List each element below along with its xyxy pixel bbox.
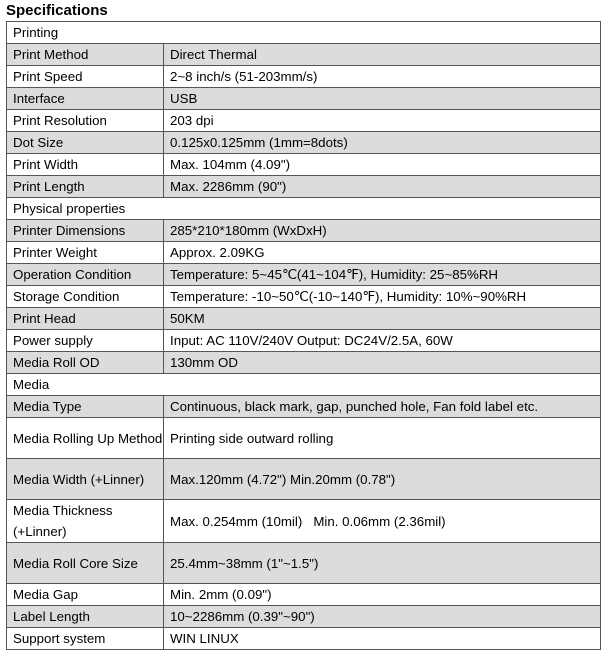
section-header: Printing: [7, 22, 601, 44]
spec-label: Media Gap: [7, 584, 164, 606]
spec-row: [7, 352, 601, 374]
spec-label: Print Method: [7, 44, 164, 66]
spec-label: Label Length: [7, 606, 164, 628]
section-row: [7, 22, 601, 44]
spec-label: Media Roll OD: [7, 352, 164, 374]
spec-label: Print Resolution: [7, 110, 164, 132]
spec-label: Print Length: [7, 176, 164, 198]
spec-label: Power supply: [7, 330, 164, 352]
spec-row: [7, 242, 601, 264]
spec-row: [7, 308, 601, 330]
spec-value: 0.125x0.125mm (1mm=8dots): [164, 132, 601, 154]
spec-label: Media Rolling Up Method: [7, 418, 164, 459]
spec-row: [7, 44, 601, 66]
spec-row: [7, 459, 601, 500]
spec-row: [7, 330, 601, 352]
spec-value: Continuous, black mark, gap, punched hole, Fan fold label etc.: [164, 396, 601, 418]
spec-row: [7, 154, 601, 176]
spec-label: Media Thickness (+Linner): [7, 500, 164, 543]
spec-label: Printer Weight: [7, 242, 164, 264]
spec-row: [7, 220, 601, 242]
spec-row: [7, 66, 601, 88]
spec-value: Temperature: 5~45℃(41~104℉), Humidity: 25~85%RH: [164, 264, 601, 286]
spec-value: Printing side outward rolling: [164, 418, 601, 459]
spec-row: [7, 500, 601, 543]
section-header: Physical properties: [7, 198, 601, 220]
spec-row: [7, 286, 601, 308]
page-title: Specifications: [6, 2, 108, 19]
spec-row: [7, 110, 601, 132]
specifications-table: [6, 21, 601, 650]
spec-label: Dot Size: [7, 132, 164, 154]
spec-row: [7, 418, 601, 459]
spec-value: 130mm OD: [164, 352, 601, 374]
spec-label: Print Head: [7, 308, 164, 330]
spec-value: 203 dpi: [164, 110, 601, 132]
section-row: [7, 198, 601, 220]
spec-value: Min. 2mm (0.09"): [164, 584, 601, 606]
spec-value: 50KM: [164, 308, 601, 330]
spec-row: [7, 176, 601, 198]
section-row: [7, 374, 601, 396]
spec-value: Approx. 2.09KG: [164, 242, 601, 264]
spec-value: WIN LINUX: [164, 628, 601, 650]
spec-row: [7, 606, 601, 628]
spec-value: USB: [164, 88, 601, 110]
section-header: Media: [7, 374, 601, 396]
spec-row: [7, 132, 601, 154]
spec-row: [7, 264, 601, 286]
spec-label: Printer Dimensions: [7, 220, 164, 242]
spec-label: Operation Condition: [7, 264, 164, 286]
spec-value: Direct Thermal: [164, 44, 601, 66]
spec-row: [7, 584, 601, 606]
spec-label: Support system: [7, 628, 164, 650]
spec-value: 285*210*180mm (WxDxH): [164, 220, 601, 242]
spec-value: Max. 0.254mm (10mil) Min. 0.06mm (2.36mil): [164, 500, 601, 543]
spec-value: 25.4mm~38mm (1"~1.5"): [164, 543, 601, 584]
spec-value: Max.120mm (4.72") Min.20mm (0.78"): [164, 459, 601, 500]
spec-value: Input: AC 110V/240V Output: DC24V/2.5A, 60W: [164, 330, 601, 352]
spec-label: Storage Condition: [7, 286, 164, 308]
spec-row: [7, 543, 601, 584]
spec-value: Max. 104mm (4.09"): [164, 154, 601, 176]
spec-label: Media Width (+Linner): [7, 459, 164, 500]
spec-row: [7, 396, 601, 418]
spec-label: Interface: [7, 88, 164, 110]
spec-label: Media Roll Core Size: [7, 543, 164, 584]
spec-row: [7, 628, 601, 650]
spec-label: Media Type: [7, 396, 164, 418]
spec-label: Print Speed: [7, 66, 164, 88]
spec-value: Max. 2286mm (90"): [164, 176, 601, 198]
spec-value: 2~8 inch/s (51-203mm/s): [164, 66, 601, 88]
spec-row: [7, 88, 601, 110]
spec-value: Temperature: -10~50℃(-10~140℉), Humidity: 10%~90%RH: [164, 286, 601, 308]
spec-value: 10~2286mm (0.39"~90"): [164, 606, 601, 628]
spec-label: Print Width: [7, 154, 164, 176]
specifications-table-body: [7, 22, 601, 650]
